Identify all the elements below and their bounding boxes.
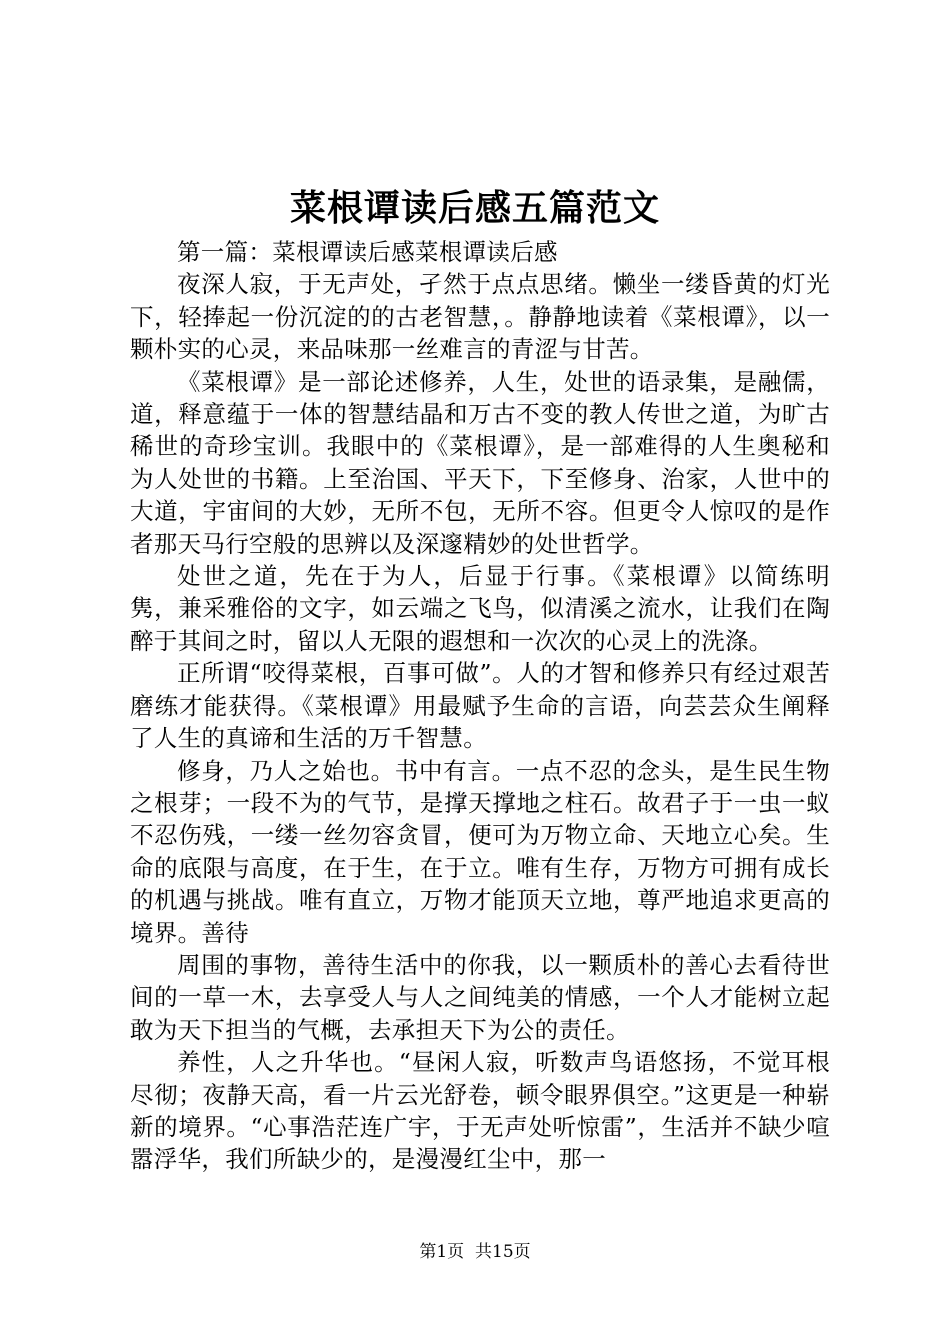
document-title: 菜根谭读后感五篇范文 — [289, 187, 660, 229]
paragraph: 《菜根谭》是一部论述修养，人生，处世的语录集，是融儒，道，释意蕴于一体的智慧结晶和万古不变的教人传世之道，为旷古稀世的奇珍宝训。我眼中的《菜根谭》，是一部难得的人生奥秘和为人处世的书籍。上至治国、平天下，下至修身、治家，人世中的大道，宇宙间的大妙，无所不包，无所不容。但更令人惊叹的是作者那天马行空般的思辨以及深邃精妙的处世哲学。 — [130, 367, 830, 558]
paragraph: 修身，乃人之始也。书中有言。一点不忍的念头，是生民生物之根芽；一段不为的气节，是撑天撑地之柱石。故君子于一虫一蚁不忍伤残，一缕一丝勿容贪冒，便可为万物立命、天地立心矣。生命的底限与高度，在于生，在于立。唯有生存，万物方可拥有成长的机遇与挑战。唯有直立，万物才能顶天立地，尊严地追求更高的境界。善待 — [130, 756, 830, 947]
paragraph: 周围的事物，善待生活中的你我，以一颗质朴的善心去看待世间的一草一木，去享受人与人之间纯美的情感，一个人才能树立起敢为天下担当的气概，去承担天下为公的责任。 — [130, 950, 830, 1044]
paragraph: 处世之道，先在于为人，后显于行事。《菜根谭》以简练明隽，兼采雅俗的文字，如云端之飞鸟，似清溪之流水，让我们在陶醉于其间之时，留以人无限的遐想和一次次的心灵上的洗涤。 — [130, 562, 830, 655]
page-total: 共15页 — [475, 1242, 531, 1262]
paragraph: 夜深人寂，于无声处，孑然于点点思绪。懒坐一缕昏黄的灯光下，轻捧起一份沉淀的的古老智慧，。静静地读着《菜根谭》，以一颗朴实的心灵，来品味那一丝难言的青涩与甘苦。 — [130, 270, 830, 364]
document-body — [130, 236, 830, 1176]
section-heading: 第一篇：菜根谭读后感菜根谭读后感 — [177, 238, 558, 266]
page-number: 第1页 — [419, 1242, 465, 1262]
paragraph: 正所谓“咬得菜根，百事可做”。人的才智和修养只有经过艰苦磨练才能获得。《菜根谭》用最赋予生命的言语，向芸芸众生阐释了人生的真谛和生活的万千智慧。 — [130, 659, 830, 753]
paragraph: 养性，人之升华也。“昼闲人寂，听数声鸟语悠扬，不觉耳根尽彻；夜静天高，看一片云光舒卷，顿令眼界俱空。”这更是一种崭新的境界。“心事浩茫连广宇，于无声处听惊雷”，生活并不缺少喧嚣浮华，我们所缺少的，是漫漫红尘中，那一 — [130, 1048, 830, 1174]
page-footer — [0, 1240, 950, 1264]
footer-spacer — [464, 1242, 475, 1262]
